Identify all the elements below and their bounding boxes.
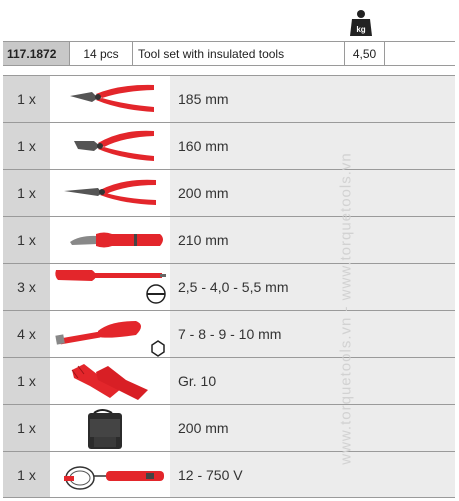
specification: 210 mm xyxy=(170,217,455,263)
specification: 200 mm xyxy=(170,170,455,216)
header-spacer xyxy=(385,42,455,65)
table-row xyxy=(3,217,455,264)
table-row xyxy=(3,358,455,405)
quantity: 3 x xyxy=(3,264,50,310)
voltage-tester-icon xyxy=(50,452,170,498)
tool-image xyxy=(50,217,170,263)
long-nose-pliers-icon xyxy=(50,170,170,216)
article-header-row xyxy=(3,41,455,66)
specification: 185 mm xyxy=(170,76,455,122)
quantity: 1 x xyxy=(3,217,50,263)
specification: Gr. 10 xyxy=(170,358,455,404)
quantity: 1 x xyxy=(3,452,50,497)
tool-image xyxy=(50,170,170,216)
specification: 12 - 750 V xyxy=(170,452,455,497)
diagonal-cutter-icon xyxy=(50,123,170,169)
slotted-screwdriver-icon xyxy=(50,264,170,310)
tool-image xyxy=(50,123,170,169)
article-description: Tool set with insulated tools xyxy=(133,42,345,65)
article-weight: 4,50 xyxy=(345,42,385,65)
tool-image xyxy=(50,76,170,122)
tool-pouch-icon xyxy=(50,405,170,451)
tool-image xyxy=(50,452,170,497)
combination-pliers-icon xyxy=(50,76,170,122)
quantity: 1 x xyxy=(3,170,50,216)
table-row xyxy=(3,170,455,217)
insulating-gloves-icon xyxy=(50,358,170,404)
table-row xyxy=(3,76,455,123)
table-row xyxy=(3,405,455,452)
cable-knife-icon xyxy=(50,217,170,263)
specification: 200 mm xyxy=(170,405,455,451)
tool-image xyxy=(50,405,170,451)
quantity: 1 x xyxy=(3,405,50,451)
specification: 160 mm xyxy=(170,123,455,169)
article-code: 117.1872 xyxy=(3,42,70,65)
table-row xyxy=(3,123,455,170)
tool-image xyxy=(50,264,170,310)
quantity: 1 x xyxy=(3,76,50,122)
quantity: 1 x xyxy=(3,123,50,169)
piece-count: 14 pcs xyxy=(70,42,133,65)
svg-text:kg: kg xyxy=(356,25,366,34)
watermark-text: www.torquetools.vn - www.torquetools.vn xyxy=(337,152,355,465)
nut-driver-icon xyxy=(50,311,170,357)
tool-image xyxy=(50,358,170,404)
quantity: 1 x xyxy=(3,358,50,404)
weight-kg-icon xyxy=(349,9,373,37)
quantity: 4 x xyxy=(3,311,50,357)
table-row xyxy=(3,311,455,358)
specification: 2,5 - 4,0 - 5,5 mm xyxy=(170,264,455,310)
table-row xyxy=(3,264,455,311)
specification: 7 - 8 - 9 - 10 mm xyxy=(170,311,455,357)
contents-table xyxy=(3,75,455,497)
tool-image xyxy=(50,311,170,357)
table-row xyxy=(3,452,455,498)
